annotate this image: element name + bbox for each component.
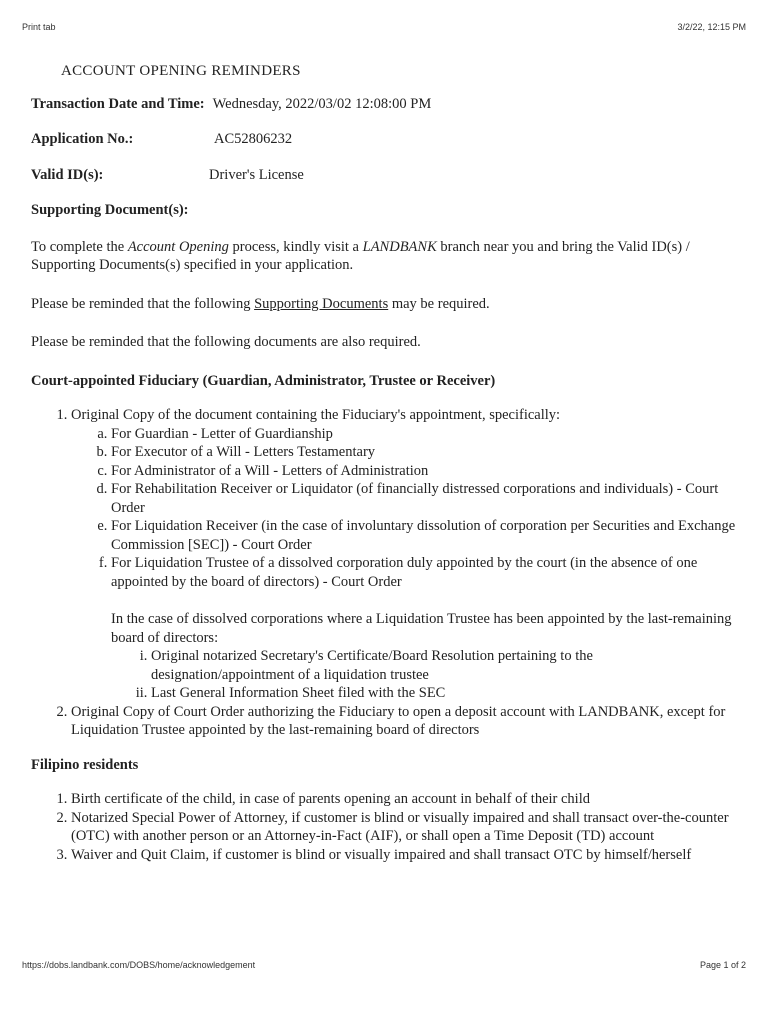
valid-id-label: Valid ID(s): (31, 166, 104, 183)
supporting-label: Supporting Document(s): (31, 202, 189, 218)
list-item: c. For Administrator of a Will - Letters of Administration (111, 462, 739, 481)
valid-id-field (31, 166, 739, 185)
list-item: 2. Original Copy of Court Order authorizing the Fiduciary to open a deposit account with LANDBANK, except for Liquidation Trustee appointed by the last-remaining board of directors (71, 703, 739, 740)
supporting-documents-link[interactable]: Supporting Documents (254, 295, 389, 312)
list-item: 3. Waiver and Quit Claim, if customer is blind or visually impaired and shall transact OTC by himself/herself (71, 846, 739, 865)
list-item: ii. Last General Information Sheet filed with the SEC (151, 684, 739, 703)
reminder-text-2: may be required. (388, 295, 490, 312)
intro-text-1: To complete the (31, 238, 128, 255)
list-item: b. For Executor of a Will - Letters Testamentary (111, 443, 739, 462)
list-item: 1. Birth certificate of the child, in case of parents opening an account in behalf of their child (71, 790, 739, 809)
page-number: Page 1 of 2 (699, 960, 746, 970)
reminder-text-1: Please be reminded that the following (31, 295, 255, 312)
intro-text-3: branch near you and bring the Valid ID(s) / Supporting Documents(s) specified in your application. (31, 238, 690, 273)
list-item: e. For Liquidation Receiver (in the case of involuntary dissolution of corporation per Securities and Exchange Commission [SEC]) - Court Order (111, 517, 739, 554)
list-item: 2. Notarized Special Power of Attorney, if customer is blind or visually impaired and shall transact over-the-counter (OTC) with another person or an Attorney-in-Fact (AIF), or shall open a Time Deposit (TD) account (71, 809, 739, 846)
intro-text-2: process, kindly visit a (228, 238, 363, 255)
fiduciary-sub-f-text: For Liquidation Trustee of a dissolved corporation duly appointed by the court (in the absence of one appointed by the board of directors) - Court Order (111, 555, 698, 590)
print-header-title: Print tab (22, 22, 56, 32)
application-value: AC52806232 (214, 131, 293, 147)
dissolved-corporation-note: In the case of dissolved corporations where a Liquidation Trustee has been appointed by the last-remaining board of directors: (111, 611, 732, 646)
list-item: i. Original notarized Secretary's Certificate/Board Resolution pertaining to the designation/appointment of a liquidation trustee (151, 647, 739, 684)
print-header-datetime: 3/2/22, 12:15 PM (677, 22, 746, 32)
transaction-value: Wednesday, 2022/03/02 12:08:00 PM (212, 95, 432, 112)
reminder-supporting-paragraph (31, 295, 739, 314)
transaction-field (31, 95, 739, 114)
page-title: ACCOUNT OPENING REMINDERS (61, 63, 301, 79)
list-item (71, 406, 739, 703)
intro-emphasis-account-opening: Account Opening (127, 238, 229, 255)
intro-emphasis-landbank: LANDBANK (362, 238, 437, 255)
fiduciary-item-1-text: Original Copy of the document containing the Fiduciary's appointment, specifically: (71, 407, 561, 423)
list-item (111, 554, 739, 703)
fiduciary-sub-list (71, 425, 739, 703)
page-url: https://dobs.landbank.com/DOBS/home/acknowledgement (22, 960, 256, 970)
application-label: Application No.: (31, 131, 134, 147)
list-item: d. For Rehabilitation Receiver or Liquidator (of financially distressed corporations and individuals) - Court Order (111, 480, 739, 517)
application-field (31, 130, 739, 149)
print-footer (22, 960, 746, 970)
supporting-field (31, 201, 739, 220)
fiduciary-heading: Court-appointed Fiduciary (Guardian, Administrator, Trustee or Receiver) (31, 372, 496, 389)
document-body (31, 62, 739, 864)
fiduciary-list (31, 406, 739, 740)
reminder-required-paragraph: Please be reminded that the following documents are also required. (31, 334, 421, 350)
filipino-heading: Filipino residents (31, 756, 139, 773)
transaction-label: Transaction Date and Time: (31, 95, 205, 112)
print-header (22, 22, 746, 32)
dissolved-corporation-list (111, 647, 739, 703)
list-item: a. For Guardian - Letter of Guardianship (111, 425, 739, 444)
intro-paragraph (31, 238, 739, 275)
valid-id-value: Driver's License (209, 166, 304, 183)
filipino-list (31, 790, 739, 864)
